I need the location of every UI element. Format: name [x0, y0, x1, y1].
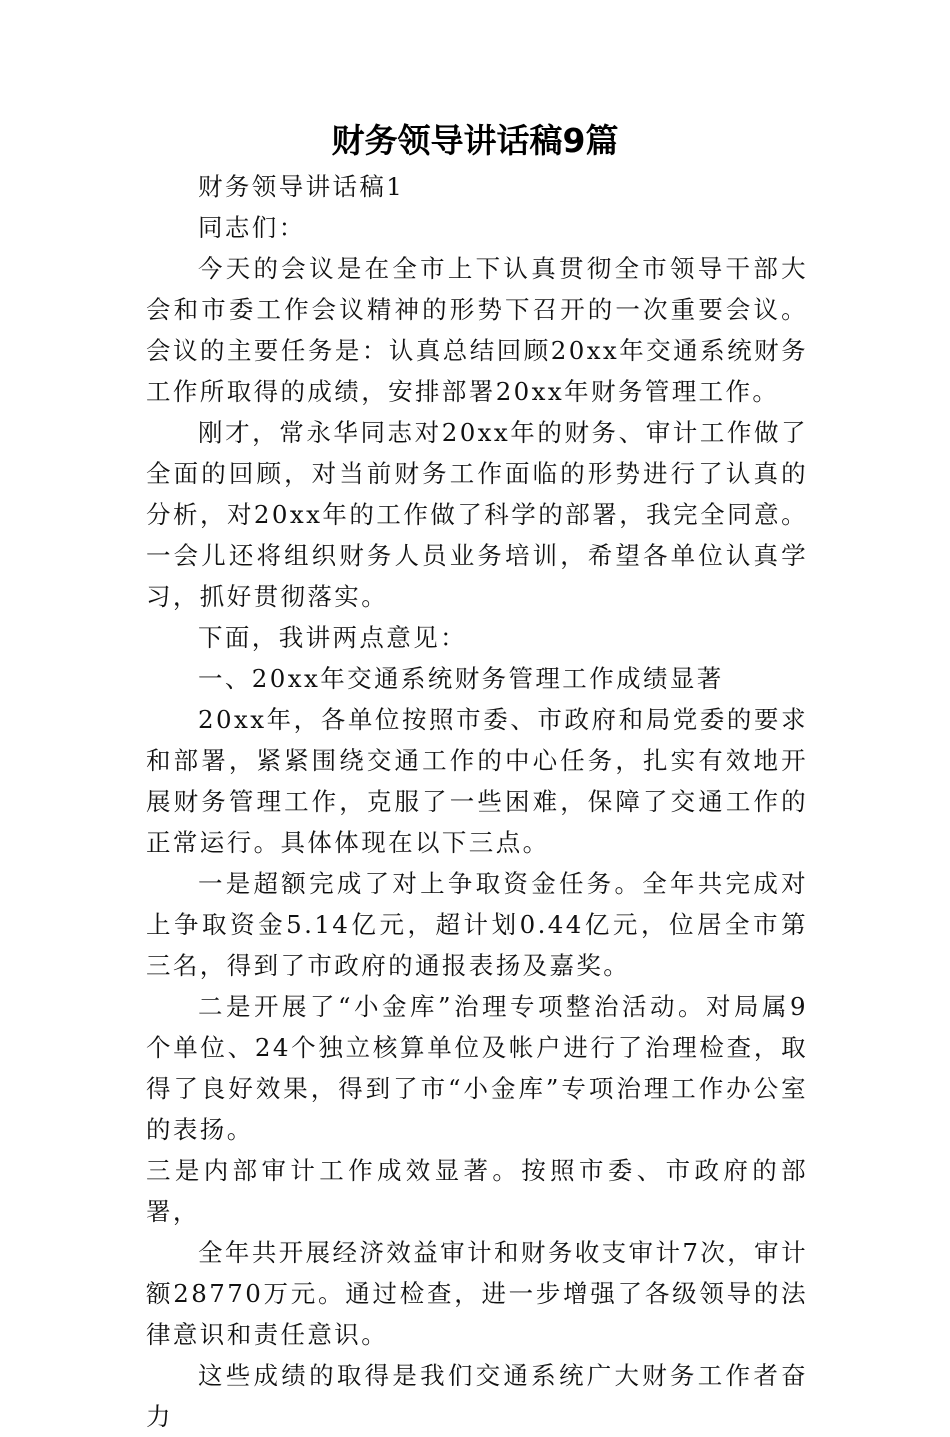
paragraph-subtitle: 财务领导讲话稿1	[198, 172, 405, 201]
paragraph: 刚才，常永华同志对20xx年的财务、审计工作做了全面的回顾，对当前财务工作面临的形势进行了认真的分析，对20xx年的工作做了科学的部署，我完全同意。一会儿还将组织财务人员业务培训，希望各单位认真学习，抓好贯彻落实。	[146, 418, 808, 611]
document-body	[146, 166, 808, 1437]
paragraph: 三是内部审计工作成效显著。按照市委、市政府的部署，	[146, 1156, 808, 1226]
paragraph: 一是超额完成了对上争取资金任务。全年共完成对上争取资金5.14亿元，超计划0.44亿元，位居全市第三名，得到了市政府的通报表扬及嘉奖。	[146, 869, 808, 980]
paragraph: 这些成绩的取得是我们交通系统广大财务工作者奋力	[146, 1361, 808, 1431]
section-heading: 一、20xx年交通系统财务管理工作成绩显著	[198, 664, 724, 693]
paragraph-salutation: 同志们：	[198, 213, 306, 242]
paragraph: 20xx年，各单位按照市委、市政府和局党委的要求和部署，紧紧围绕交通工作的中心任务，扎实有效地开展财务管理工作，克服了一些困难，保障了交通工作的正常运行。具体体现在以下三点。	[146, 705, 808, 857]
paragraph: 二是开展了“小金库”治理专项整治活动。对局属9个单位、24个独立核算单位及帐户进行了治理检查，取得了良好效果，得到了市“小金库”专项治理工作办公室的表扬。	[146, 992, 808, 1144]
paragraph: 下面，我讲两点意见：	[198, 623, 467, 652]
paragraph: 今天的会议是在全市上下认真贯彻全市领导干部大会和市委工作会议精神的形势下召开的一次重要会议。会议的主要任务是：认真总结回顾20xx年交通系统财务工作所取得的成绩，安排部署20xx年财务管理工作。	[146, 254, 808, 406]
paragraph: 全年共开展经济效益审计和财务收支审计7次，审计额28770万元。通过检查，进一步增强了各级领导的法律意识和责任意识。	[146, 1238, 808, 1349]
document-title: 财务领导讲话稿9篇	[331, 121, 619, 160]
